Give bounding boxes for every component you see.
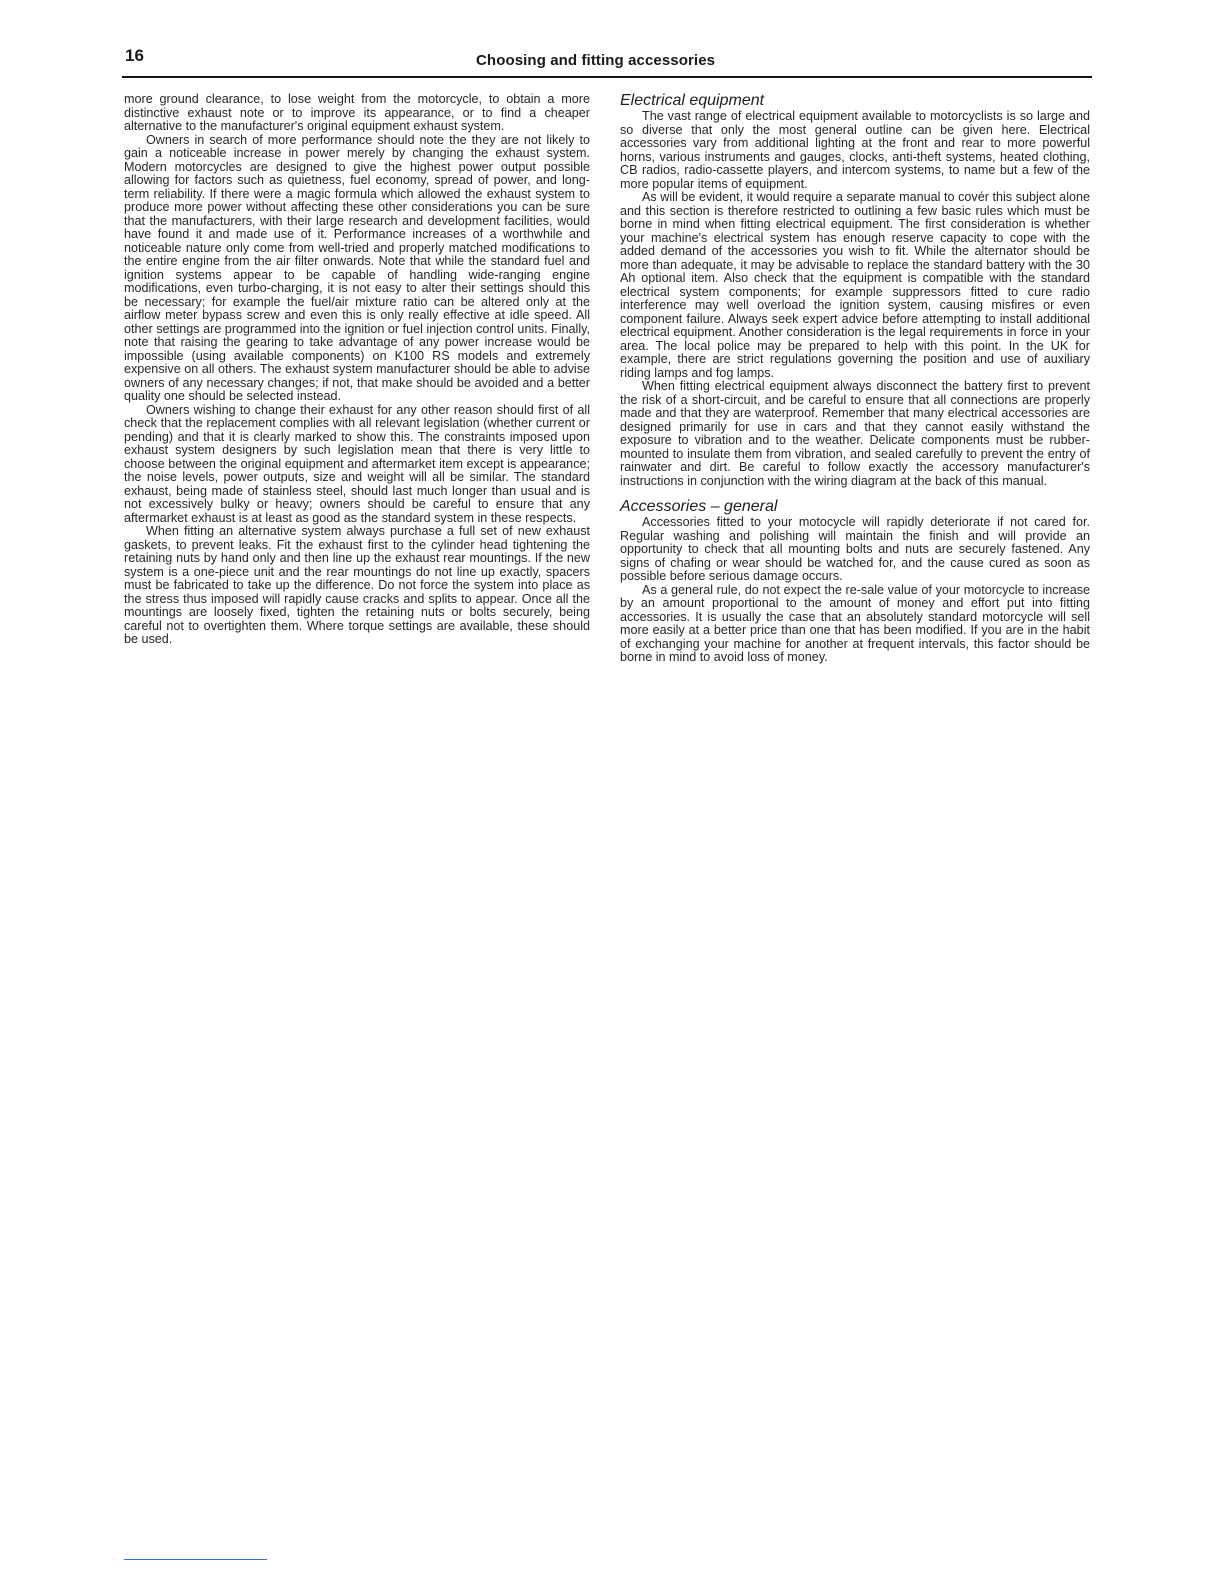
electrical-paragraph-1: The vast range of electrical equipment available to motorcyclists is so large and so diverse that only the most general outline can be given here. Electrical accessories vary from additional lighting at the front and rear to more powerful horns, various instruments and gauges, clocks, anti-theft systems, heated clothing, CB radios, radio-cassette players, and intercom systems, to name but a few of the more popular items of equipment. (620, 109, 1090, 191)
right-column (620, 92, 1090, 665)
left-paragraph-2: Owners in search of more performance should note the they are not likely to gain a noticeable increase in power merely by changing the exhaust system. Modern motorcycles are designed to give the highest power output possible allowing for factors such as quietness, fuel economy, spread of power, and long-term reliability. If there were a magic formula which allowed the exhaust system to produce more power without affecting these other considerations you can be sure that the manufacturers, with their large research and development facilities, would have found it and made use of it. Performance increases of a worthwhile and noticeable nature only come from well-tried and properly matched modifications to the entire engine from the air filter onwards. Note that while the standard fuel and ignition systems appear to be capable of handling wide-ranging engine modifications, even turbo-charging, it is not easy to alter their settings should this be necessary; for example the fuel/air mixture ratio can be altered only at the airflow meter bypass screw and even this is only really effective at idle speed. All other settings are programmed into the ignition or fuel injection control units. Finally, note that raising the gearing to take advantage of any power increase would be impossible (using available components) on K100 RS models and extremely expensive on all others. The exhaust system manufacturer should be able to advise owners of any necessary changes; if not, that make should be avoided and a better quality one should be selected instead. (124, 132, 590, 403)
left-column (124, 93, 590, 647)
heading-accessories-general: Accessories – general (620, 498, 778, 515)
chapter-title: Choosing and fitting accessories (476, 52, 716, 69)
left-paragraph-4: When fitting an alternative system always purchase a full set of new exhaust gaskets, to prevent leaks. Fit the exhaust first to the cylinder head tightening the retaining nuts by hand only and then line up the exhaust rear mountings. If the new system is a one-piece unit and the rear mountings do not line up exactly, spacers must be fabricated to take up the difference. Do not force the system into place as the stress thus imposed will rapidly cause cracks and splits to appear. Once all the mountings are loosely fixed, tighten the retaining nuts or bolts securely, being careful not to overtighten them. Where torque settings are available, these should be used. (124, 524, 590, 646)
heading-electrical-equipment: Electrical equipment (620, 92, 765, 109)
electrical-paragraph-3: When fitting electrical equipment always disconnect the battery first to prevent the risk of a short-circuit, and be careful to ensure that all connections are properly made and that they are waterproof. Remember that many electrical accessories are designed primarily for use in cars and that they cannot easily withstand the exposure to vibration and to the weather. Delicate components must be rubber-mounted to insulate them from vibration, and sealed carefully to prevent the entry of rainwater and dirt. Be careful to follow exactly the accessory manufacturer's instructions in conjunction with the wiring diagram at the back of this manual. (620, 379, 1090, 488)
page-number: 16 (125, 46, 144, 65)
left-paragraph-1: more ground clearance, to lose weight from the motorcycle, to obtain a more distinctive exhaust note or to improve its appearance, or to find a cheaper alternative to the manufacturer's original equipment exhaust system. (124, 92, 590, 133)
electrical-paragraph-2: As will be evident, it would require a separate manual to covér this subject alone and this section is therefore restricted to outlining a few basic rules which must be borne in mind when fitting electrical equipment. The first consideration is whether your machine's electrical system has enough reserve capacity to cope with the added demand of the accessories you wish to fit. While the alternator should be more than adequate, it may be advisable to replace the standard battery with the 30 Ah optional item. Also check that the equipment is compatible with the standard electrical system components; for example suppressors fitted to cure radio interference may well overload the ignition system, causing misfires or even component failure. Always seek expert advice before attempting to install additional electrical equipment. Another consideration is the legal requirements in force in your area. The local police may be prepared to help with this point. In the UK for example, there are strict regulations governing the position and use of auxiliary riding lamps and fog lamps. (620, 190, 1090, 380)
accessories-paragraph-2: As a general rule, do not expect the re-sale value of your motorcycle to increase by an amount proportional to the amount of money and effort put into fitting accessories. It is usually the case that an absolutely standard motorcycle will sell more easily at a better price than one that has been modified. If you are in the habit of exchanging your machine for another at frequent intervals, this factor should be borne in mind to avoid loss of money. (620, 582, 1090, 664)
footnote-rule (124, 1559, 267, 1560)
accessories-paragraph-1: Accessories fitted to your motocycle will rapidly deteriorate if not cared for. Regular washing and polishing will maintain the finish and will provide an opportunity to check that all mounting bolts and nuts are securely fastened. Any signs of chafing or wear should be watched for, and the cause cured as soon as possible before serious damage occurs. (620, 515, 1090, 583)
header-rule (122, 76, 1092, 78)
left-paragraph-3: Owners wishing to change their exhaust for any other reason should first of all check that the replacement complies with all relevant legislation (whether current or pending) and that it is clearly marked to show this. The constraints imposed upon exhaust system designers by such legislation mean that there is very little to choose between the original equipment and aftermarket item except is appearance; the noise levels, power outputs, size and weight will all be similar. The standard exhaust, being made of stainless steel, should last much longer than usual and is not excessively bulky or heavy; owners should be careful to ensure that any aftermarket exhaust is at least as good as the standard system in these respects. (124, 402, 590, 525)
